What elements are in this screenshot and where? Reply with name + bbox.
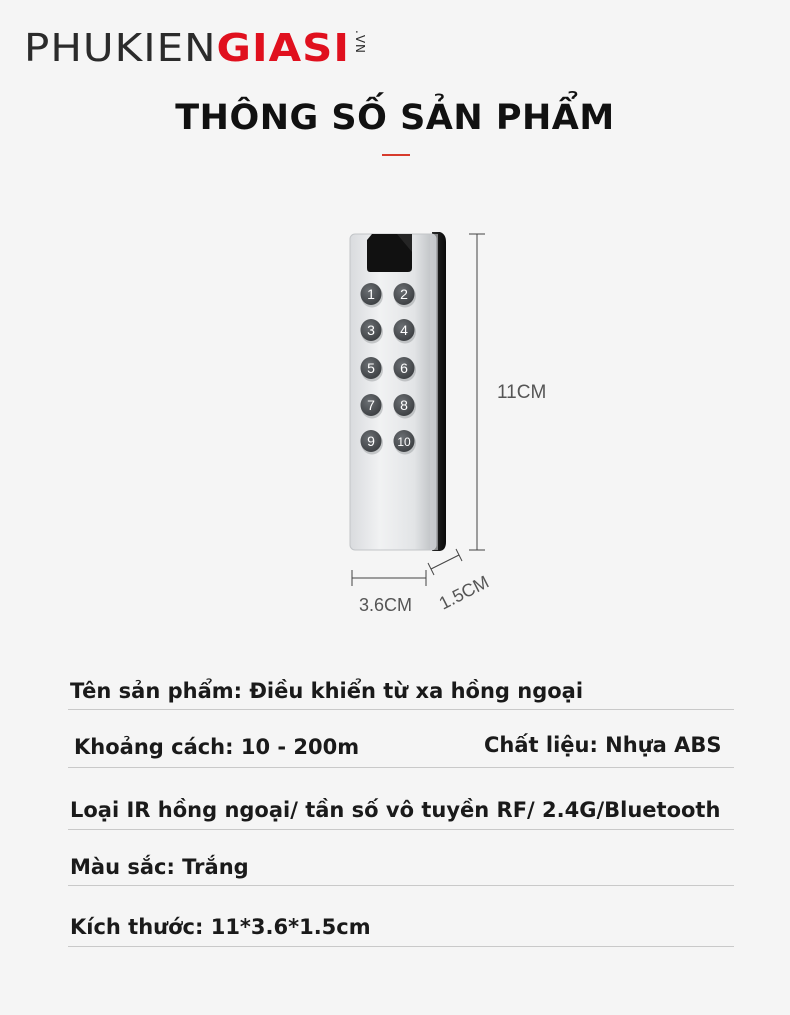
height-dimension xyxy=(469,234,485,550)
spec-distance: Khoảng cách: 10 - 200m xyxy=(74,735,360,759)
spec-type: Loại IR hồng ngoại/ tần số vô tuyền RF/ 2.4G/Bluetooth xyxy=(70,798,721,822)
ir-window xyxy=(367,234,412,272)
logo-text-red: GIASI xyxy=(216,25,351,71)
remote-button-label: 5 xyxy=(367,360,375,376)
width-label: 3.6CM xyxy=(359,595,413,615)
spec-row-distance-material xyxy=(68,709,734,768)
spec-row-type xyxy=(68,767,734,830)
remote-button-label: 6 xyxy=(400,360,408,376)
logo-text-dark: PHUKIEN xyxy=(24,25,217,71)
depth-label: 1.5CM xyxy=(435,571,493,614)
spec-row-color xyxy=(68,829,734,886)
height-label: 11CM xyxy=(497,382,547,403)
remote-button-label: 2 xyxy=(400,286,408,302)
width-dimension xyxy=(352,570,426,586)
remote-button-label: 1 xyxy=(367,286,375,302)
depth-dimension xyxy=(428,549,462,575)
remote-button-label: 10 xyxy=(397,435,411,449)
spec-color: Màu sắc: Trắng xyxy=(70,855,249,879)
spec-material: Chất liệu: Nhựa ABS xyxy=(484,733,722,757)
remote-button-label: 8 xyxy=(400,397,408,413)
remote-body xyxy=(350,234,438,550)
remote-button-label: 7 xyxy=(367,397,375,413)
spec-row-size xyxy=(68,885,734,947)
spec-name: Tên sản phẩm: Điều khiển từ xa hồng ngoại xyxy=(70,679,584,703)
remote-button-label: 3 xyxy=(367,322,375,338)
logo-tld: .VN xyxy=(353,30,368,54)
spec-row-name xyxy=(68,664,734,710)
remote-button-label: 9 xyxy=(367,433,375,449)
page-title: THÔNG SỐ SẢN PHẨM xyxy=(175,98,615,138)
spec-size: Kích thước: 11*3.6*1.5cm xyxy=(70,915,371,939)
remote-button-label: 4 xyxy=(400,322,408,338)
